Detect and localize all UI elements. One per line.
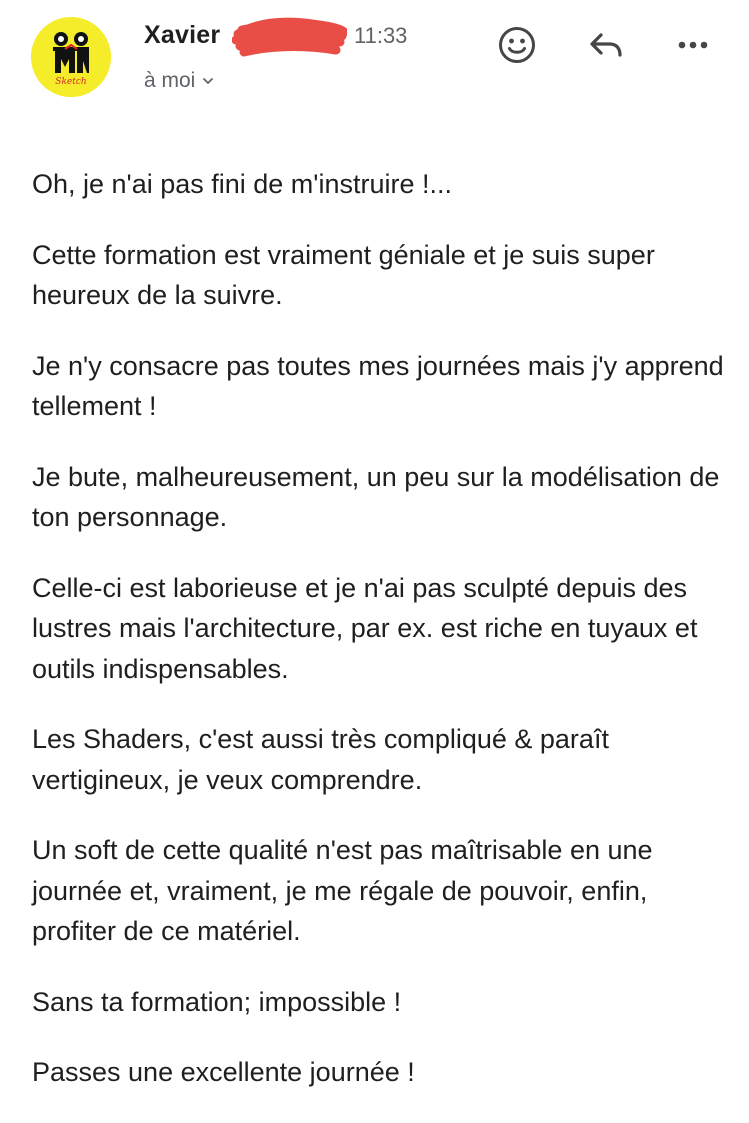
- more-options-button[interactable]: [670, 22, 716, 68]
- message-time: 11:33: [354, 23, 408, 48]
- message-paragraph: Oh, je n'ai pas fini de m'instruire !...: [32, 169, 452, 199]
- reply-button[interactable]: [582, 22, 628, 68]
- message-paragraph: Les Shaders, c'est aussi très compliqué & paraît vertigineux, je veux comprendre.: [32, 724, 609, 795]
- message-paragraph: Celle-ci est laborieuse et je n'ai pas sculpté depuis des lustres mais l'architecture, par ex. est riche en tuyaux et outils indispensables.: [32, 572, 698, 684]
- message-paragraph: Je bute, malheureusement, un peu sur la modélisation de ton personnage.: [32, 461, 720, 532]
- message-body: [32, 164, 732, 1123]
- sketch-logo-icon: [31, 17, 111, 97]
- message-paragraph: Cette formation est vraiment géniale et je suis super heureux de la suivre.: [32, 239, 655, 310]
- message-paragraph: Sans ta formation; impossible !: [32, 986, 402, 1017]
- chevron-down-icon: [201, 74, 215, 88]
- sender-name[interactable]: Xavier: [144, 21, 221, 49]
- add-reaction-button[interactable]: [494, 22, 540, 68]
- email-header: [0, 0, 749, 120]
- reply-arrow-icon: [585, 25, 625, 65]
- logo-text: Sketch: [55, 77, 87, 87]
- message-paragraph: Un soft de cette qualité n'est pas maîtrisable en une journée et, vraiment, je me régale de pouvoir, enfin, profiter de ce matériel.: [32, 835, 653, 946]
- redaction-scribble: [232, 12, 347, 62]
- more-horizontal-icon: [673, 25, 713, 65]
- message-paragraph: Passes une excellente journée !: [32, 1057, 415, 1087]
- message-paragraph: Je n'y consacre pas toutes mes journées mais j'y apprend tellement !: [32, 350, 724, 421]
- recipient-label: à moi: [144, 69, 196, 92]
- sender-avatar[interactable]: [31, 17, 111, 97]
- recipient-toggle[interactable]: [144, 69, 215, 93]
- smiley-face-icon: [497, 25, 537, 65]
